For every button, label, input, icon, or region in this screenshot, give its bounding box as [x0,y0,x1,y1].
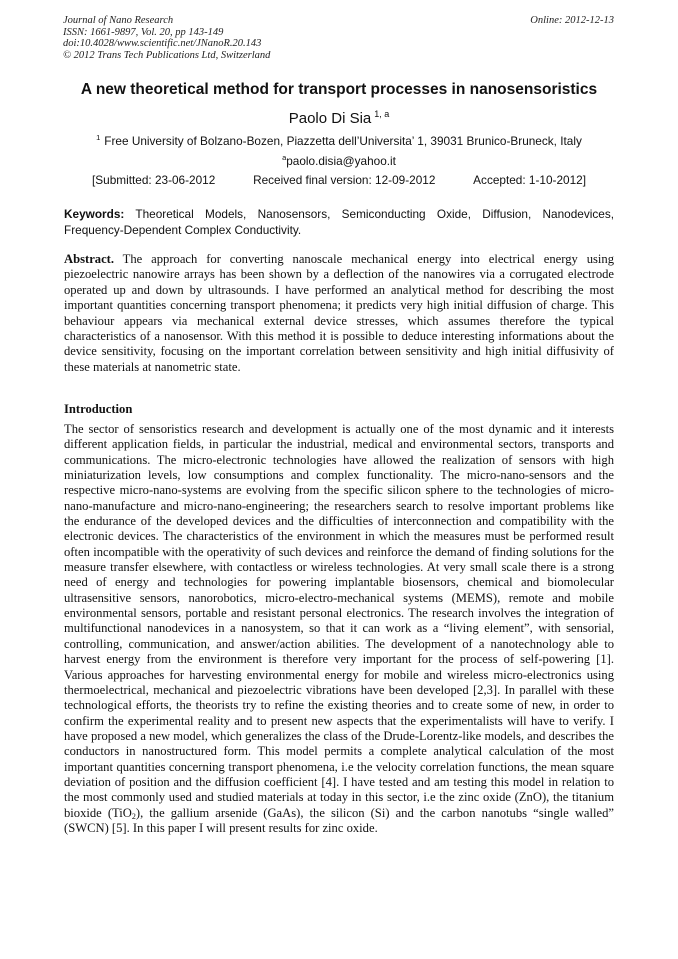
accepted-date: Accepted: 1-10-2012] [473,173,586,187]
email-mark: a [282,153,287,162]
abstract-text: The approach for converting nanoscale mechanical energy into electrical energy using piezoelectric nanowire arrays has been shown by a deflection of the nanowires via a corrugated electrode operated up and down by ultrasounds. I have performed an analytical method for describing the most important quantities concerning transport phenomena; it predicts very high initial diffusion of charge. This behaviour appears via mechanical external device stresses, which assumes therefore the typical characteristics of a nanosensor. With this method it is possible to deduce interesting informations about the device sensitivity, focusing on the important correlation between sensitivity and high initial diffusivity of these materials at nanometric state. [64,252,614,374]
online-date: Online: 2012-12-13 [530,15,614,26]
received-date: Received final version: 12-09-2012 [253,173,436,187]
journal-issn: ISSN: 1661-9897, Vol. 20, pp 143-149 [63,26,224,38]
email-line [0,151,678,168]
paper-title: A new theoretical method for transport processes in nanosensoristics [80,81,598,98]
keywords-text: Theoretical Models, Nanosensors, Semiconducting Oxide, Diffusion, Nanodevices, Frequency-Dependent Complex Conductivity. [64,207,614,237]
journal-name: Journal of Nano Research [63,15,174,26]
introduction-heading: Introduction [64,402,133,416]
affiliation-line [0,131,678,148]
journal-copyright: © 2012 Trans Tech Publications Ltd, Switzerland [63,49,271,61]
author-marks: 1, a [374,109,390,119]
journal-header [63,15,270,61]
author-name: Paolo Di Sia [288,110,372,127]
abstract-label: Abstract. [64,252,115,266]
intro-subscript: 2 [131,811,136,821]
intro-text-part1: The sector of sensoristics research and development is actually one of the most dynamic and it interests different application fields, in particular the industrial, medical and environmental sectors, transports and communications. The micro-electronic technologies have allowed the realization of sensors with high miniaturization levels, low consumptions and complex functionality. The micro-nano-sensors and the respective micro-nano-systems are evolving from the specific silicon sphere to the technologies of micro-nano-manufacture and micro-nano-engineering; the researchers search to resolve important problems like the endurance of the developed devices and the difficulties of interconnection and compatibility with the electronic devices. The characteristics of the environment in which the measures must be performed result often incompatible with the operativity of such devices and reinforce the demand of finding solutions for the measure transfer elsewhere, with contactless or wireless technologies. At very small scale there is a strong need of energy and technologies for powering implantable biosensors, chemical and biomolecular ultrasensitive sensors, nanorobotics, micro-electro-mechanical systems (MEMS), remote and mobile environmental sensors, portable and resistant personal electronics. The research involves the integration of multifunctional nanodevices in a nanosystem, so that it can work as a “living element”, with sensorial, controlling, communication, and answer/action abilities. The development of a nanotechnology able to harvest energy from the environment is therefore very important for the process of self-powering [1]. Various approaches for harvesting environmental energy for mobile and wireless micro-electronics using thermoelectrical, mechanical and piezoelectric vibrations have been developed [2,3]. In parallel with these technological efforts, the theorists try to refine the existing theories and to create some of new, in order to confirm the experimental reality and to present new aspects that the experimentalists will have to verify. I have proposed a new model, which generalizes the class of the Drude-Lorentz-like models, and describes the conductors in nanostructured form. This model permits a complete analytical calculation of the most important quantities concerning transport phenomena, i.e the velocity correlation functions, the mean square deviation of position and the diffusion coefficient [4]. I have tested and am testing this model in relation to the most commonly used and studied materials at today in this sector, i.e the zinc oxide (ZnO), the titanium bioxide (TiO [64,422,614,820]
affiliation-mark: 1 [96,133,101,142]
affiliation: Free University of Bolzano-Bozen, Piazzetta dell’Universita’ 1, 39031 Brunico-Bruneck, Italy [104,134,582,148]
submission-dates [64,173,614,187]
intro-text-part2: ), the gallium arsenide (GaAs), the silicon (Si) and the carbon nanotubs “single walled” (SWCN) [5]. In this paper I will present results for zinc oxide. [64,805,614,835]
journal-doi: doi:10.4028/www.scientific.net/JNanoR.20.143 [63,38,262,50]
keywords-section [64,207,614,238]
keywords-label: Keywords: [64,207,125,221]
abstract-section [64,252,614,375]
email: paolo.disia@yahoo.it [286,154,396,168]
introduction-body [64,422,614,836]
submitted-date: [Submitted: 23-06-2012 [92,173,216,187]
author-line [0,105,678,128]
